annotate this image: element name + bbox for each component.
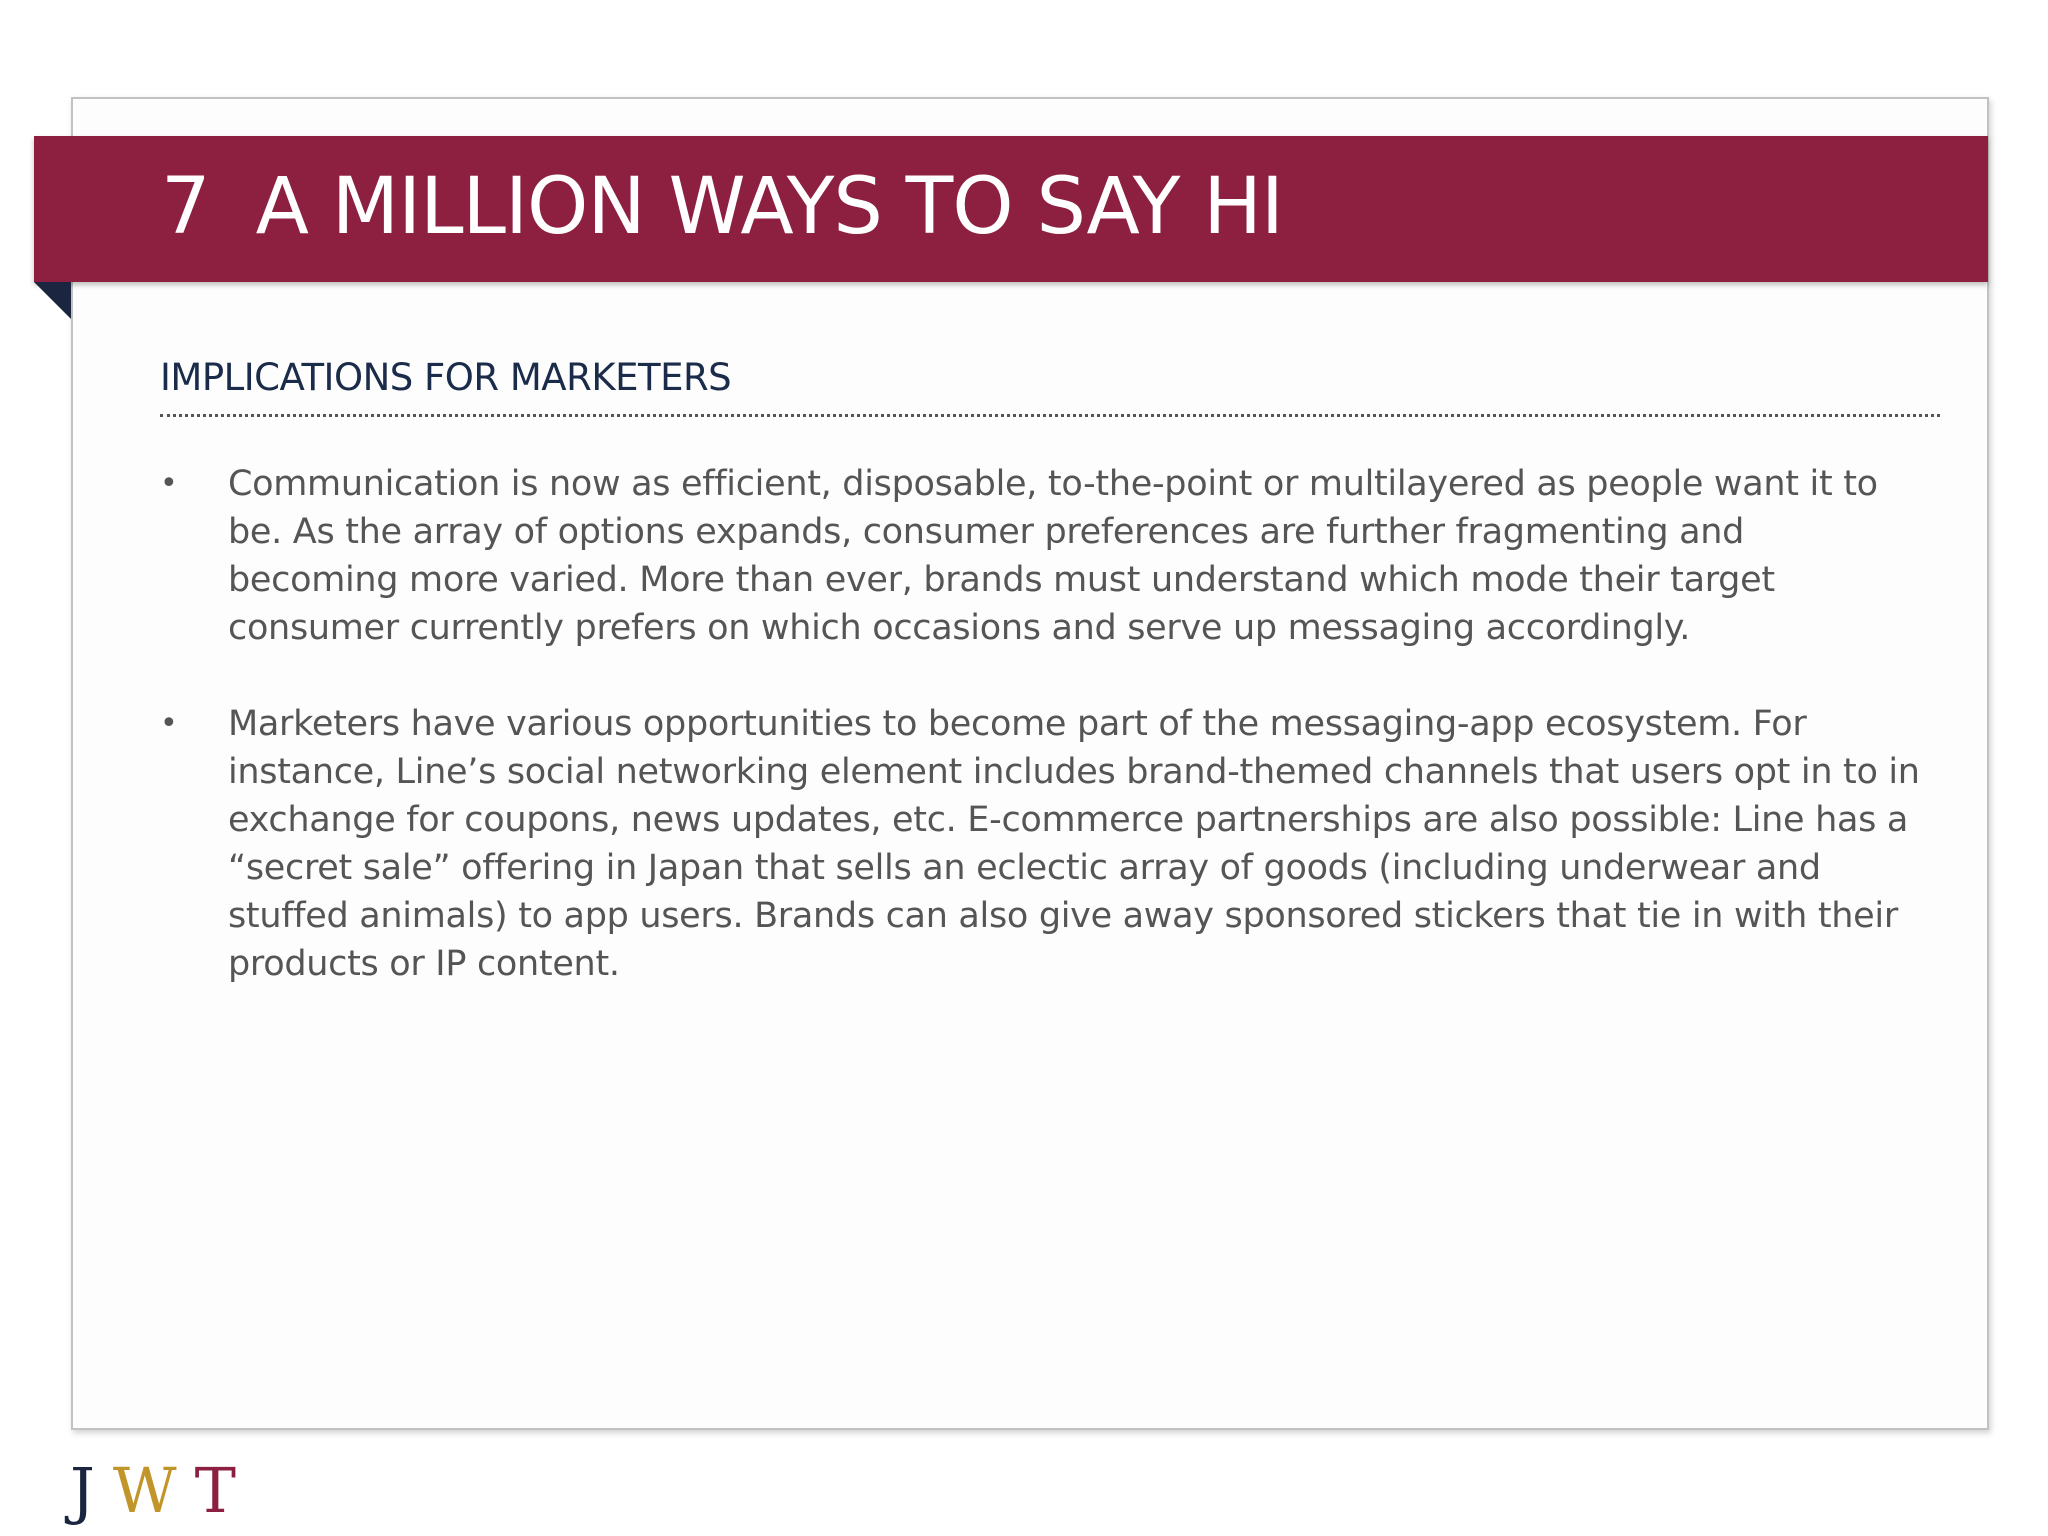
- logo-letter-t: T: [194, 1454, 254, 1527]
- section-heading: IMPLICATIONS FOR MARKETERS: [160, 356, 732, 399]
- slide-number: 7: [161, 162, 210, 252]
- jwt-logo: [70, 1456, 254, 1526]
- slide-title-text: A MILLION WAYS TO SAY HI: [255, 162, 1283, 252]
- banner-fold: [34, 282, 71, 319]
- bullet-icon: •: [160, 466, 178, 501]
- slide-title: [161, 152, 1283, 262]
- bullet-list: [160, 460, 1920, 1036]
- list-item: [160, 460, 1920, 652]
- bullet-icon: •: [160, 706, 178, 741]
- bullet-text: Marketers have various opportunities to become part of the messaging-app ecosystem. For instance, Line’s social networking element includes brand-themed channels that users opt in to in exchange for coupons, news updates, etc. E-commerce partnerships are also possible: Line has a “secret sale” offering in Japan that sells an eclectic array of goods (including underwear and stuffed animals) to app users. Brands can also give away sponsored stickers that tie in with their products or IP content.: [228, 704, 1920, 984]
- logo-letter-j: J: [70, 1454, 113, 1527]
- logo-letter-w: W: [112, 1454, 195, 1527]
- heading-divider: [160, 414, 1940, 417]
- bullet-text: Communication is now as efficient, disposable, to-the-point or multilayered as people want it to be. As the array of options expands, consumer preferences are further fragmenting and becoming more varied. More than ever, brands must understand which mode their target consumer currently prefers on which occasions and serve up messaging accordingly.: [228, 464, 1878, 648]
- list-item: [160, 700, 1920, 988]
